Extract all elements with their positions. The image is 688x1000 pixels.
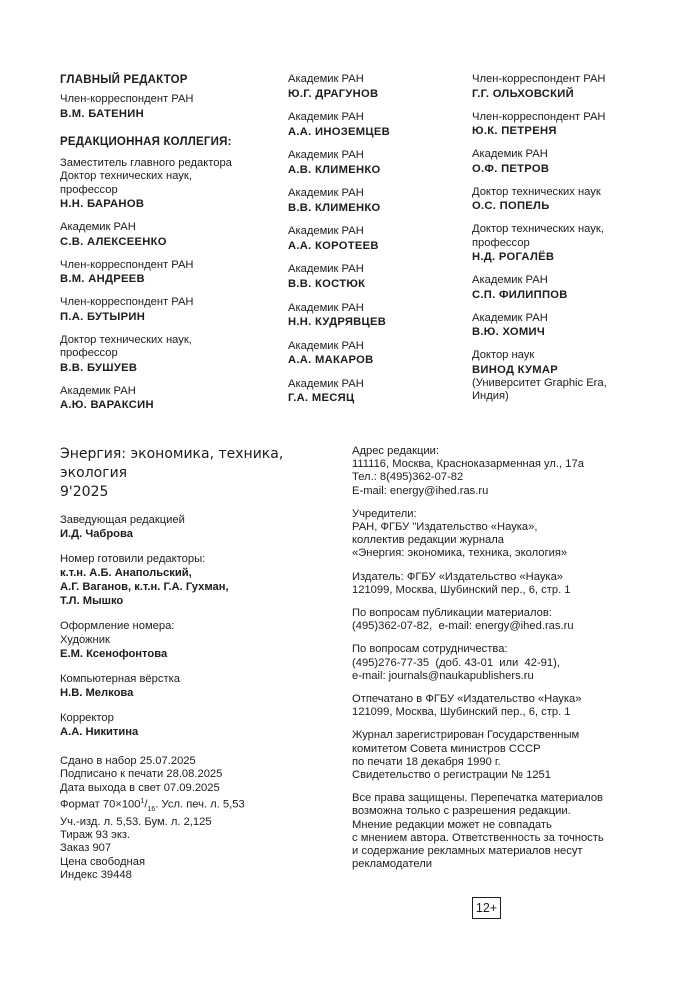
info-line: Учредители: [352,507,417,520]
info-line: по печати 18 декабря 1990 г. [352,755,501,768]
member-name: О.С. ПОПЕЛЬ [472,200,550,212]
editor-in-chief-name: В.М. БАТЕНИН [60,107,144,120]
info-line: e-mail: journals@naukapublishers.ru [352,669,534,682]
info-block [352,792,652,871]
board-member [472,186,672,214]
member-name: В.В. БУШУЕВ [60,361,138,374]
staff-block [60,514,340,541]
board-member [472,148,672,176]
info-block [352,607,652,633]
info-block [352,643,652,683]
staff-block [60,620,340,660]
info-line: Отпечатано в ФГБУ «Издательство «Наука» [352,693,582,706]
journal-title: Энергия: экономика, техника, экология [60,446,284,481]
board-member-list [288,73,468,405]
member-role: Академик РАН [288,225,364,238]
staff-name: И.Д. Чаброва [60,528,133,541]
member-name: А.А. МАКАРОВ [288,354,374,367]
member-name: С.П. ФИЛИППОВ [472,288,568,301]
member-name: В.Ю. ХОМИЧ [472,326,546,338]
info-line: рекламодатели [352,858,433,871]
journal-issue: 9'2025 [60,484,109,500]
member-role: Доктор технических наук, [60,333,192,346]
board-member [288,149,468,177]
info-line: 121099, Москва, Шубинский пер., 6, стр. 1 [352,583,571,596]
staff-and-imprint [60,445,340,882]
info-line: 111116, Москва, Красноказарменная ул., 17а [352,458,584,471]
info-line: Все права защищены. Перепечатка материалов [352,792,603,805]
staff-role: Художник [60,633,110,646]
board-member [472,223,672,264]
board-member [60,157,275,212]
staff-name: А.Г. Ваганов, к.т.н. Г.А. Гухман, [60,581,229,594]
info-line: Свидетельство о регистрации № 1251 [352,769,551,782]
board-member-list [60,157,275,413]
staff-name: к.т.н. А.Б. Анапольский, [60,567,192,580]
member-name: В.В. КЛИМЕНКО [288,201,381,214]
board-member [288,225,468,253]
info-line: Адрес редакции: [352,445,439,457]
member-name: В.М. АНДРЕЕВ [60,273,145,285]
info-line: РАН, ФГБУ "Издательство «Наука», [352,521,538,534]
member-role: Доктор технических наук [472,185,601,198]
imprint-set-date: Сдано в набор 25.07.2025 [60,755,196,768]
info-line: (495)276-77-35 (доб. 43-01 или 42-91), [352,656,560,669]
board-member [60,385,275,413]
staff-list [60,514,340,739]
staff-name: Е.М. Ксенофонтова [60,647,168,660]
member-role: Академик РАН [472,274,548,286]
board-member [288,378,468,406]
member-role: профессор [60,183,118,196]
imprint-format: Формат $70\times 100^1/_{16}$. Усл. печ. л. 5,53 [60,797,245,813]
board-member [60,259,275,287]
member-name: А.Ю. ВАРАКСИН [60,399,154,411]
staff-block [60,553,340,608]
board-member [288,73,468,101]
member-role: Академик РАН [288,149,364,162]
board-member [288,340,468,368]
member-name: С.В. АЛЕКСЕЕНКО [60,235,167,248]
publisher-info [352,445,652,881]
info-line: Тел.: 8(495)362-07-82 [352,471,464,484]
member-role: Академик РАН [288,111,364,124]
info-line: 121099, Москва, Шубинский пер., 6, стр. 1 [352,706,571,719]
board-member [288,187,468,215]
member-role: Академик РАН [288,339,364,352]
editor-in-chief-role: Член-корреспондент РАН [60,93,194,105]
age-rating-badge: 12+ [472,897,501,919]
member-name: П.А. БУТЫРИН [60,310,146,323]
member-name: Н.Н. БАРАНОВ [60,198,145,210]
member-name: Ю.К. ПЕТРЕНЯ [472,125,557,137]
board-member [472,73,672,101]
board-member [472,274,672,302]
info-line: Издатель: ФГБУ «Издательство «Наука» [352,570,564,583]
info-line: комитетом Совета министров СССР [352,742,541,755]
member-role: Доктор наук [472,349,535,361]
info-line: Журнал зарегистрирован Государственным [352,729,580,742]
board-member [288,111,468,139]
imprint-pub-sheets: Уч.-изд. л. 5,53. Бум. л. 2,125 [60,816,212,828]
format-sup: 1 [140,797,145,805]
member-name: А.А. ИНОЗЕМЦЕВ [288,125,391,138]
editorial-column-3 [472,73,672,414]
staff-block [60,673,340,700]
staff-role: Корректор [60,712,114,725]
member-role: Академик РАН [60,221,136,233]
info-line: По вопросам публикации материалов: [352,607,552,620]
staff-role: Оформление номера: [60,620,175,633]
info-line: По вопросам сотрудничества: [352,643,508,656]
staff-name: Т.Л. Мышко [60,595,124,608]
info-line: E-mail: energy@ihed.ras.ru [352,484,489,497]
member-role: Член-корреспондент РАН [472,73,606,85]
info-line: Мнение редакции может не совпадать [352,818,552,831]
board-member [60,334,275,375]
format-sub: 16 [147,805,156,813]
editorial-column-2 [288,73,468,416]
member-role: Академик РАН [288,301,364,314]
publisher-info-list [352,445,652,871]
member-name: О.Ф. ПЕТРОВ [472,162,550,175]
staff-role: Заведующая редакцией [60,514,185,526]
editorial-column-1 [60,73,275,422]
imprint-index: Индекс 39448 [60,868,132,881]
imprint-price: Цена свободная [60,855,146,868]
member-role: Член-корреспондент РАН [472,110,606,123]
info-block [352,729,652,782]
info-line: и содержание рекламных материалов несут [352,845,583,858]
info-block [352,571,652,597]
staff-block [60,712,340,739]
board-member [472,312,672,340]
staff-role: Номер готовили редакторы: [60,553,206,566]
member-name: В.В. КОСТЮК [288,277,366,290]
member-name: А.В. КЛИМЕНКО [288,163,381,176]
member-name: Н.Н. КУДРЯВЦЕВ [288,316,387,329]
info-line: возможна только с разрешения редакции. [352,805,571,818]
member-name: Г.Г. ОЛЬХОВСКИЙ [472,87,574,100]
info-line: (495)362-07-82, e-mail: energy@ihed.ras.ru [352,620,574,633]
board-member [288,263,468,291]
member-role: Доктор технических наук, [60,170,192,182]
board-member-list [472,73,672,404]
info-line: с мнением автора. Ответственность за точность [352,831,604,844]
imprint-details [60,755,340,882]
board-member [288,302,468,330]
imprint-signed-date: Подписано к печати 28.08.2025 [60,768,223,781]
member-name: Ю.Г. ДРАГУНОВ [288,87,379,100]
editor-in-chief-heading: ГЛАВНЫЙ РЕДАКТОР [60,74,188,86]
member-role: Член-корреспондент РАН [60,296,194,308]
member-role: Доктор технических наук, [472,223,604,235]
member-role: Академик РАН [60,384,136,397]
staff-name: Н.В. Мелкова [60,687,134,700]
board-member [472,349,672,404]
member-name: ВИНОД КУМАР [472,363,559,376]
member-role: профессор [60,347,118,359]
member-role: Академик РАН [288,263,364,276]
imprint-order: Заказ 907 [60,842,112,855]
member-role: Академик РАН [288,73,364,85]
info-line: «Энергия: экономика, техника, экология» [352,547,568,560]
staff-role: Компьютерная вёрстка [60,672,180,685]
info-block [352,693,652,719]
member-name: Н.Д. РОГАЛЁВ [472,251,555,263]
member-affiliation: Индия) [472,390,509,402]
board-member [60,296,275,324]
info-line: коллектив редакции журнала [352,534,505,547]
member-role: Академик РАН [288,377,364,390]
format-suffix: . Усл. печ. л. 5,53 [155,798,245,811]
member-role: Академик РАН [288,187,364,200]
member-name: А.А. КОРОТЕЕВ [288,239,379,252]
info-block [352,508,652,561]
member-affiliation: (Университет Graphic Era, [472,376,607,389]
member-role: профессор [472,236,530,249]
board-member [60,221,275,249]
info-block [352,445,652,498]
member-name: Г.А. МЕСЯЦ [288,392,355,405]
editorial-board-heading: РЕДАКЦИОННАЯ КОЛЛЕГИЯ: [60,135,232,148]
member-role: Заместитель главного редактора [60,156,232,169]
imprint-release-date: Дата выхода в свет 07.09.2025 [60,781,220,794]
imprint-circulation: Тираж 93 экз. [60,829,131,842]
board-member [472,111,672,139]
member-role: Член-корреспондент РАН [60,258,194,271]
format-prefix: Формат 70×100 [60,798,141,811]
member-role: Академик РАН [472,311,548,324]
member-role: Академик РАН [472,148,548,160]
staff-name: А.А. Никитина [60,726,139,739]
